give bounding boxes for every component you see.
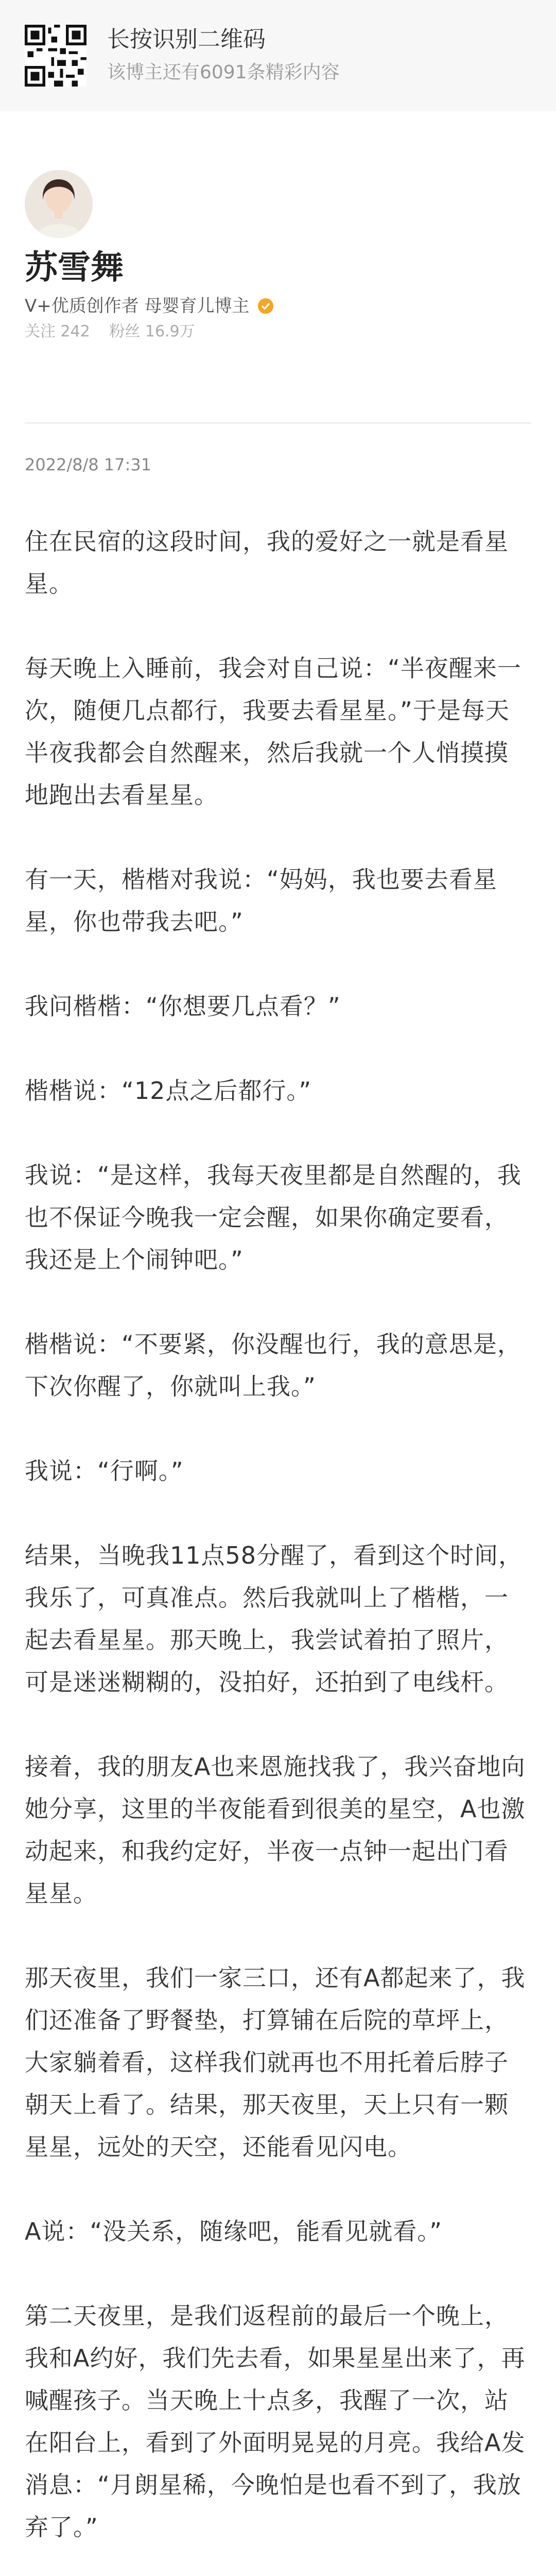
follower-count: 粉丝 16.9万 <box>109 323 195 341</box>
qr-code-icon[interactable] <box>25 25 86 87</box>
paragraph: 第二天夜里，是我们返程前的最后一个晚上，我和A约好，我们先去看，如果星星出来了，再喊醒孩子。当天晚上十点多，我醒了一次，站在阳台上，看到了外面明晃晃的月亮。我给A发消息：“月朗星稀，今晚怕是也看不到了，我放弃了。” <box>25 2302 526 2541</box>
paragraph: 住在民宿的这段时间，我的爱好之一就是看星星。 <box>25 528 509 598</box>
qr-banner-top[interactable] <box>0 0 556 111</box>
author-name[interactable]: 苏雪舞 <box>25 249 124 287</box>
banner-title: 长按识别二维码 <box>107 26 266 53</box>
avatar[interactable] <box>25 170 93 238</box>
paragraph: 楷楷说：“不要紧，你没醒也行，我的意思是，下次你醒了，你就叫上我。” <box>25 1330 522 1400</box>
paragraph: 那天夜里，我们一家三口，还有A都起来了，我们还准备了野餐垫，打算铺在后院的草坪上，大家躺着看，这样我们就再也不用托着后脖子朝天上看了。结果，那天夜里，天上只有一颗星星，远处的天空，还能看见闪电。 <box>25 1964 526 2161</box>
verification-text: V+优质创作者 母婴育儿博主 <box>25 296 250 316</box>
following-count: 关注 242 <box>25 323 90 341</box>
post-date: 2022/8/8 17:31 <box>25 455 152 474</box>
author-header <box>25 170 531 343</box>
paragraph: 楷楷说：“12点之后都行。” <box>25 1077 312 1105</box>
paragraph: 我说：“是这样，我每天夜里都是自然醒的，我也不保证今晚我一定会醒，如果你确定要看，我还是上个闹钟吧。” <box>25 1161 522 1274</box>
verified-badge-icon <box>257 297 274 315</box>
divider <box>25 422 531 423</box>
author-verification <box>25 294 531 318</box>
paragraph: 我说：“行啊。” <box>25 1457 184 1485</box>
paragraph: 结果，当晚我11点58分醒了，看到这个时间，我乐了，可真准点。然后我就叫上了楷楷，一起去看星星。那天晚上，我尝试着拍了照片，可是迷迷糊糊的，没拍好，还拍到了电线杆。 <box>25 1541 523 1696</box>
paragraph: 我问楷楷：“你想要几点看？” <box>25 992 341 1020</box>
paragraph: A说：“没关系，随缘吧，能看见就看。” <box>25 2217 443 2245</box>
post-body <box>25 520 531 2576</box>
paragraph: 每天晚上入睡前，我会对自己说：“半夜醒来一次，随便几点都行，我要去看星星。”于是每天半夜我都会自然醒来，然后我就一个人悄摸摸地跑出去看星星。 <box>25 654 522 809</box>
paragraph: 接着，我的朋友A也来恩施找我了，我兴奋地向她分享，这里的半夜能看到很美的星空，A也激动起来，和我约定好，半夜一点钟一起出门看星星。 <box>25 1753 526 1907</box>
banner-subtitle: 该博主还有6091条精彩内容 <box>107 62 340 83</box>
paragraph: 有一天，楷楷对我说：“妈妈，我也要去看星星，你也带我去吧。” <box>25 866 497 936</box>
author-stats <box>25 320 531 343</box>
